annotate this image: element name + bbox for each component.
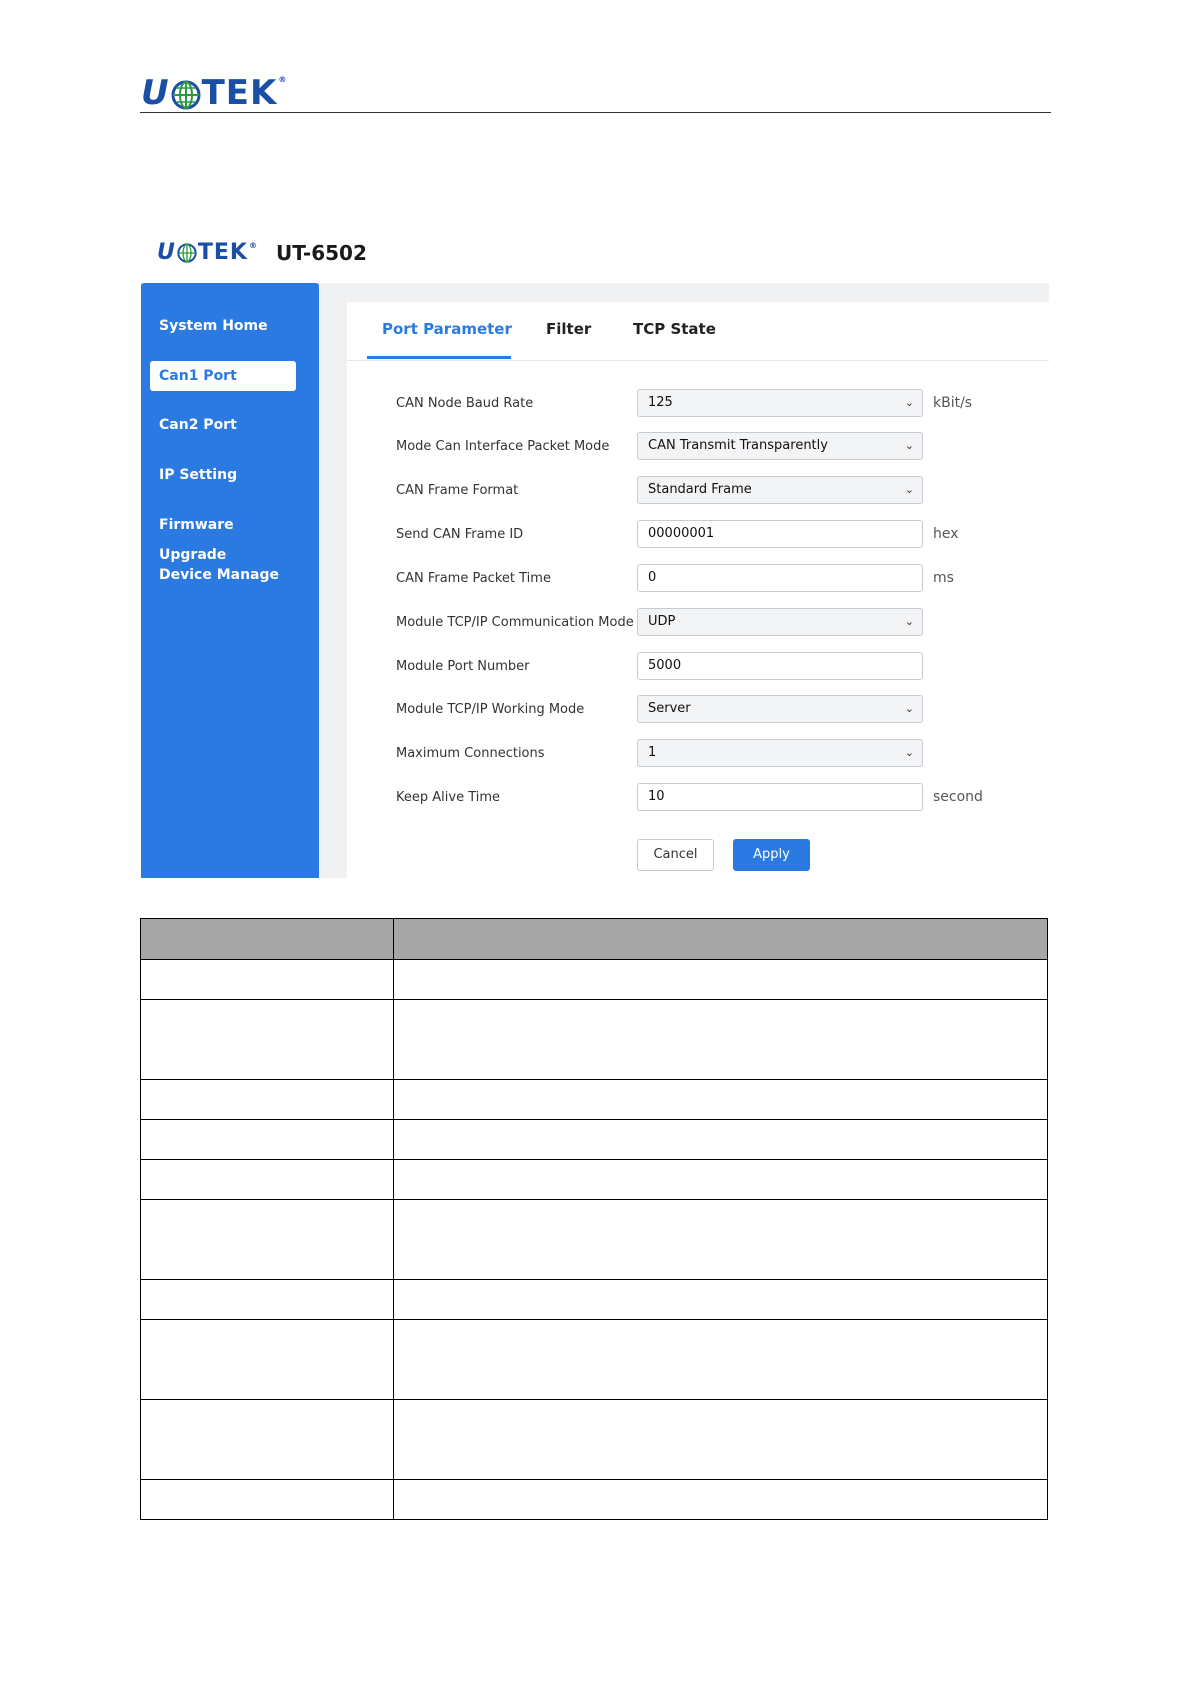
brand-logo [141, 73, 288, 113]
table-header-row [141, 919, 1048, 960]
table-cell [394, 1480, 1048, 1520]
packet-mode-select[interactable]: CAN Transmit Transparently ⌄ [637, 432, 923, 460]
packet-time-input[interactable]: 0 [637, 564, 923, 592]
table-row [141, 1480, 1048, 1520]
table-row [141, 960, 1048, 1000]
table-cell [141, 1480, 394, 1520]
table-cell [394, 960, 1048, 1000]
table-row [141, 1280, 1048, 1320]
apply-button[interactable]: Apply [733, 839, 810, 871]
table-row [141, 1400, 1048, 1480]
sidebar-item-ip-setting[interactable]: IP Setting [159, 467, 238, 483]
max-connections-label: Maximum Connections [396, 746, 545, 761]
header-divider [140, 112, 1051, 113]
table-row [141, 1000, 1048, 1080]
chevron-down-icon: ⌄ [904, 483, 914, 496]
table-cell [141, 1160, 394, 1200]
globe-icon [177, 243, 197, 263]
chevron-down-icon: ⌄ [904, 746, 914, 759]
sidebar-item-can2-port[interactable]: Can2 Port [159, 417, 237, 433]
tab-bar [347, 302, 1049, 361]
chevron-down-icon: ⌄ [904, 615, 914, 628]
device-model: UT-6502 [275, 241, 367, 265]
sidebar-item-system-home[interactable]: System Home [159, 318, 268, 334]
baud-rate-label: CAN Node Baud Rate [396, 396, 534, 411]
table-cell [141, 1000, 394, 1080]
frame-format-select[interactable]: Standard Frame ⌄ [637, 476, 923, 504]
keep-alive-label: Keep Alive Time [396, 790, 501, 805]
content-panel [347, 302, 1049, 878]
frame-id-label: Send CAN Frame ID [396, 527, 524, 542]
chevron-down-icon: ⌄ [904, 439, 914, 452]
table-cell [394, 1320, 1048, 1400]
screenshot-header [157, 241, 367, 265]
table-cell [394, 1400, 1048, 1480]
table-cell [394, 1080, 1048, 1120]
sidebar-item-device-manage[interactable]: Device Manage [159, 567, 280, 583]
table-cell [141, 1200, 394, 1280]
sidebar [141, 283, 319, 878]
table-header-cell [141, 919, 394, 960]
table-cell [141, 1320, 394, 1400]
packet-time-label: CAN Frame Packet Time [396, 571, 551, 586]
parameter-table [140, 918, 1048, 1520]
active-tab-indicator [367, 356, 511, 359]
packet-mode-label: Mode Can Interface Packet Mode [396, 439, 610, 454]
sidebar-item-firmware-upgrade[interactable]: Firmware Upgrade [159, 517, 234, 563]
table-cell [394, 1200, 1048, 1280]
frame-id-input[interactable]: 00000001 [637, 520, 923, 548]
frame-format-label: CAN Frame Format [396, 483, 519, 498]
table-cell [394, 1120, 1048, 1160]
table-row [141, 1120, 1048, 1160]
keep-alive-input[interactable]: 10 [637, 783, 923, 811]
table-row [141, 1200, 1048, 1280]
packet-time-unit: ms [933, 570, 954, 586]
table-row [141, 1080, 1048, 1120]
port-number-input[interactable]: 5000 [637, 652, 923, 680]
chevron-down-icon: ⌄ [904, 396, 914, 409]
comm-mode-select[interactable]: UDP ⌄ [637, 608, 923, 636]
cancel-button[interactable]: Cancel [637, 839, 714, 871]
table-row [141, 1160, 1048, 1200]
baud-rate-unit: kBit/s [933, 395, 973, 411]
table-cell [141, 1400, 394, 1480]
globe-icon [171, 80, 201, 110]
table-cell [394, 1280, 1048, 1320]
config-screenshot [141, 283, 1049, 878]
table-cell [141, 1280, 394, 1320]
tab-filter[interactable]: Filter [546, 320, 592, 338]
baud-rate-select[interactable]: 125 ⌄ [637, 389, 923, 417]
frame-id-unit: hex [933, 526, 959, 542]
sidebar-item-can1-port[interactable]: Can1 Port [150, 361, 296, 391]
port-number-label: Module Port Number [396, 659, 530, 674]
working-mode-select[interactable]: Server ⌄ [637, 695, 923, 723]
working-mode-label: Module TCP/IP Working Mode [396, 702, 585, 717]
table-cell [141, 1120, 394, 1160]
logo-wordmark: U TEK® [141, 73, 288, 113]
max-connections-select[interactable]: 1 ⌄ [637, 739, 923, 767]
screenshot-logo: U TEK® [157, 240, 258, 265]
comm-mode-label: Module TCP/IP Communication Mode [396, 615, 634, 630]
tab-port-parameter[interactable]: Port Parameter [382, 320, 512, 338]
table-cell [394, 1160, 1048, 1200]
table-cell [394, 1000, 1048, 1080]
table-row [141, 1320, 1048, 1400]
table-cell [141, 960, 394, 1000]
keep-alive-unit: second [933, 789, 983, 805]
table-cell [141, 1080, 394, 1120]
tab-tcp-state[interactable]: TCP State [633, 320, 716, 338]
table-header-cell [394, 919, 1048, 960]
chevron-down-icon: ⌄ [904, 702, 914, 715]
